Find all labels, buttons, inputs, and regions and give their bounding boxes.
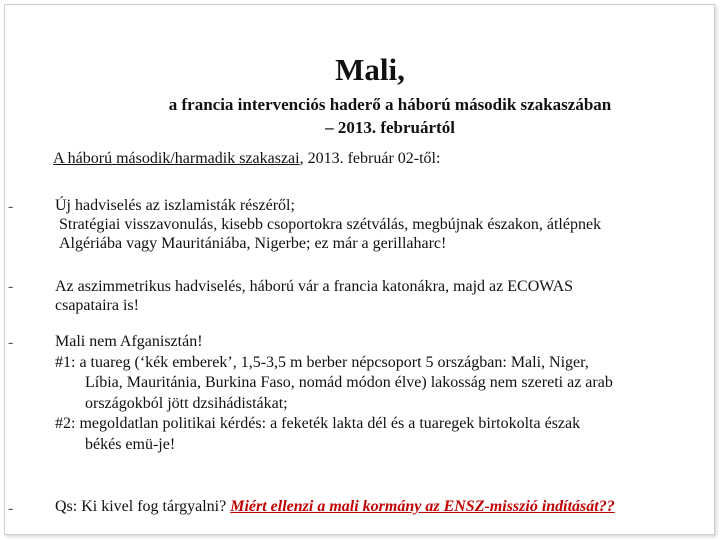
slide-subtitle-line1: a francia intervenciós haderő a háború második szakaszában	[168, 95, 612, 114]
question-emphasis-text: Miért ellenzi a mali kormány az ENSZ-misszió indítását??	[230, 498, 615, 515]
bullet-marker: -	[8, 278, 14, 295]
question-line	[55, 497, 695, 516]
question-plain-text: Qs: Ki kivel fog tárgyalni?	[55, 498, 231, 515]
intro-rest-text: , 2013. február 02-től:	[299, 150, 441, 167]
bullet-line: Algériába vagy Mauritániába, Nigerbe; ez már a gerillaharc!	[59, 235, 447, 252]
bullet-line: #1: a tuareg (‘kék emberek’, 1,5-3,5 m berber népcsoport 5 országban: Mali, Niger,	[55, 353, 589, 371]
intro-line	[53, 150, 440, 168]
bullet-line: Az aszimmetrikus hadviselés, háború vár a francia katonákra, majd az ECOWAS	[55, 278, 574, 295]
intro-underlined-text: A háború második/harmadik szakaszai	[53, 150, 300, 167]
bullet-line: országokból jött dzsihádistákat;	[85, 394, 288, 412]
bullet-2	[55, 277, 695, 315]
bullet-line: békés emü-je!	[85, 435, 176, 453]
bullet-line: #2: megoldatlan politikai kérdés: a feketék lakta dél és a tuaregek birtokolta észak	[55, 415, 581, 432]
bullet-marker: -	[8, 198, 14, 215]
bullet-line: Mali nem Afganisztán!	[55, 333, 203, 350]
bullet-line: csapataira is!	[55, 297, 139, 314]
bullet-marker: -	[8, 500, 14, 517]
bullet-line: Új hadviselés az iszlamisták részéről;	[55, 197, 295, 214]
bullet-1	[55, 196, 695, 253]
bullet-marker: -	[8, 334, 14, 351]
bullet-line: Stratégiai visszavonulás, kisebb csoportokra szétválás, megbújnak északon, átlépnek	[59, 216, 602, 233]
slide-title: Mali,	[335, 52, 405, 87]
bullet-4	[55, 497, 695, 516]
bullet-line: Líbia, Mauritánia, Burkina Faso, nomád módon élve) lakosság nem szereti az arab	[85, 374, 613, 391]
slide-subtitle-line2: – 2013. februártól	[325, 118, 455, 137]
bullet-3	[55, 332, 695, 455]
